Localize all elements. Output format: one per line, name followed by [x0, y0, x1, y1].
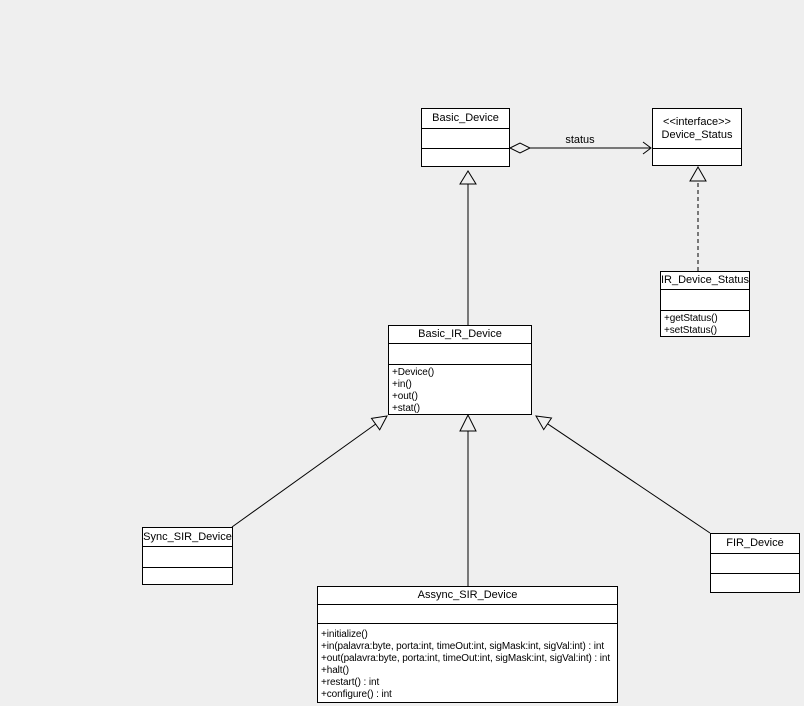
attributes-compartment: [711, 554, 799, 574]
generalization-line: [548, 424, 710, 533]
attributes-compartment: [422, 129, 509, 149]
class-title-compartment: [711, 534, 799, 554]
class-name: Basic_IR_Device: [418, 327, 502, 340]
operation: +initialize(): [321, 629, 368, 640]
operation: +stat(): [392, 403, 420, 415]
class-title-compartment: [318, 587, 617, 605]
operations-compartment: [143, 568, 232, 584]
class-name: FIR_Device: [726, 537, 784, 549]
generalization-sync-to-basic-ir: [232, 416, 387, 527]
association-label: status: [565, 134, 595, 146]
realization-ir-device-status-to-device-status: [690, 167, 706, 271]
operations-compartment: [711, 574, 799, 592]
class-sync-sir-device[interactable]: [142, 527, 233, 585]
attributes-compartment: [143, 547, 232, 568]
operation: +restart() : int: [321, 677, 380, 688]
attributes-compartment: [389, 344, 531, 366]
class-stereotype: <<interface>>: [663, 115, 731, 128]
operations-compartment: [389, 365, 531, 414]
class-title-compartment: [661, 272, 749, 290]
class-title-compartment: [389, 326, 531, 344]
generalization-triangle: [690, 167, 706, 181]
class-device-status[interactable]: [652, 108, 742, 166]
operations-compartment: [653, 149, 741, 165]
operation: +getStatus(): [664, 312, 718, 324]
generalization-triangle: [372, 416, 388, 430]
generalization-basic-ir-to-basic-device: [460, 171, 476, 325]
operation: +in(palavra:byte, porta:int, timeOut:int, sigMask:int, sigVal:int) : int: [321, 641, 605, 652]
open-arrowhead: [643, 142, 651, 154]
operation: +configure() : int: [321, 689, 392, 700]
class-name: Assync_SIR_Device: [417, 589, 518, 601]
generalization-triangle: [536, 416, 552, 430]
generalization-line: [232, 424, 376, 527]
generalization-assync-to-basic-ir: [460, 415, 476, 586]
operation: +in(): [392, 379, 412, 391]
generalization-triangle: [460, 171, 476, 184]
class-assync-sir-device[interactable]: [317, 586, 618, 703]
class-name: Sync_SIR_Device: [143, 530, 232, 543]
generalization-fir-to-basic-ir: [536, 416, 710, 533]
class-title-compartment: [143, 528, 232, 547]
operation: +out(): [392, 391, 418, 403]
aggregation-diamond: [510, 143, 530, 153]
class-name: Basic_Device: [432, 112, 499, 124]
operation: +halt(): [321, 665, 349, 676]
operation: +setStatus(): [664, 324, 717, 336]
class-name: IR_Device_Status: [661, 274, 749, 287]
class-name: Device_Status: [661, 128, 733, 141]
attributes-compartment: [318, 605, 617, 624]
operations-compartment: [318, 624, 617, 702]
class-title-compartment: [653, 109, 741, 149]
aggregation-status: [510, 134, 651, 154]
operation: +out(palavra:byte, porta:int, timeOut:int, sigMask:int, sigVal:int) : int: [321, 653, 611, 664]
operation: +Device(): [392, 367, 435, 379]
class-fir-device[interactable]: [710, 533, 800, 593]
generalization-triangle: [460, 415, 476, 431]
class-title-compartment: [422, 109, 509, 129]
operations-compartment: [661, 311, 749, 336]
class-basic-device[interactable]: [421, 108, 510, 167]
class-ir-device-status[interactable]: [660, 271, 750, 337]
class-basic-ir-device[interactable]: [388, 325, 532, 415]
operations-compartment: [422, 149, 509, 166]
attributes-compartment: [661, 290, 749, 310]
